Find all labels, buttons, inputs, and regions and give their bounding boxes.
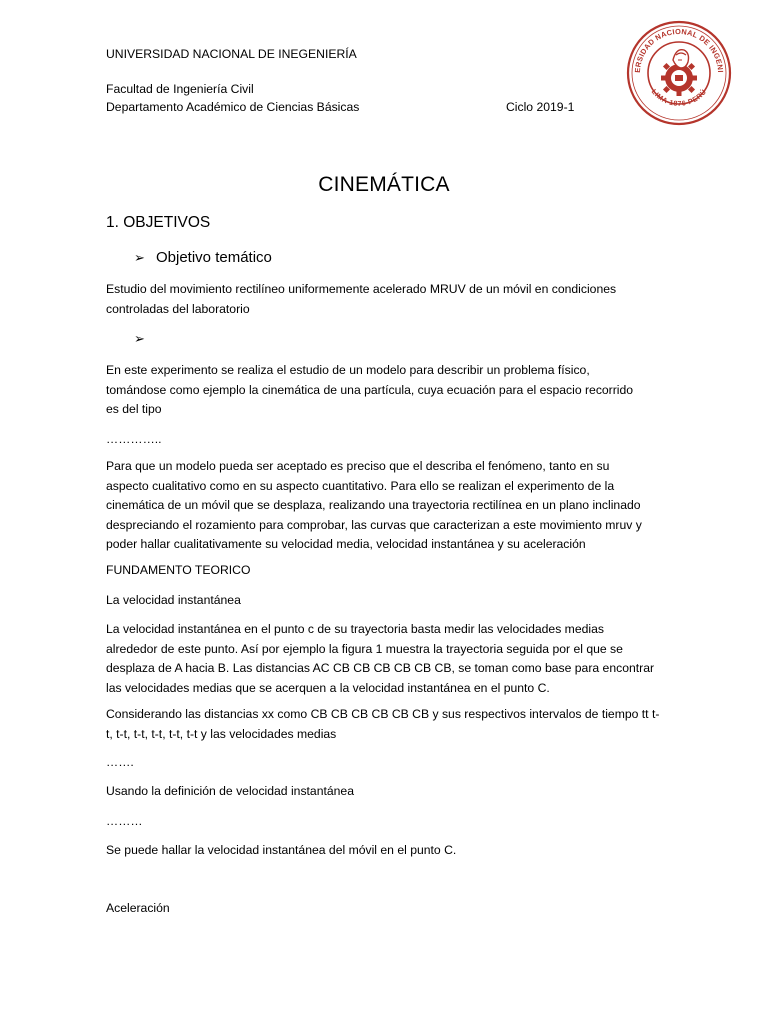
- text-line: las velocidades medias que se acerquen a la velocidad instantánea en el punto C.: [106, 680, 550, 695]
- text-line: cinemática de un móvil que se desplaza, realizando una trayectoria rectilínea en un plano inclinado: [106, 498, 641, 512]
- text-line: t, t-t, t-t, t-t, t-t, t-t y las velocidades medias: [106, 726, 337, 741]
- paragraph-model: [106, 457, 666, 555]
- heading-velocidad-instantanea: La velocidad instantánea: [106, 593, 241, 607]
- arrow-bullet-icon: ➢: [134, 331, 145, 346]
- seal-bottom-text: LIMA 1876 PERÚ: [649, 88, 709, 108]
- text-line: tomándose como ejemplo la cinemática de una partícula, cuya ecuación para el espacio recorrido: [106, 382, 634, 397]
- paragraph-experiment: [106, 361, 666, 420]
- text-definicion: Usando la definición de velocidad instantánea: [106, 784, 354, 798]
- heading-fundamento: FUNDAMENTO TEORICO: [106, 563, 251, 577]
- text-line: alrededor de este punto. Así por ejemplo la figura 1 muestra la trayectoria seguida por el que se: [106, 641, 623, 656]
- paragraph-distancias: [106, 705, 666, 744]
- department-name: Departamento Académico de Ciencias Básicas: [106, 100, 360, 114]
- text-line: La velocidad instantánea en el punto c de su trayectoria basta medir las velocidades medias: [106, 622, 604, 636]
- seal-ring-text: ERSIDAD NACIONAL DE INGENI: [632, 26, 726, 74]
- text-line: controladas del laboratorio: [106, 301, 250, 316]
- cycle-label: Ciclo 2019-1: [506, 100, 575, 114]
- ellipsis-1: …………..: [106, 432, 162, 446]
- text-line: despreciando el rozamiento para comprobar, las curvas que caracterizan a este movimiento mruv y: [106, 517, 642, 532]
- empty-bullet: [134, 328, 156, 350]
- heading-aceleracion: Aceleración: [106, 901, 170, 915]
- section-label: OBJETIVOS: [123, 214, 211, 231]
- text-line: Considerando las distancias xx como CB CB CB CB CB CB y sus respectivos intervalos de tiempo tt t-: [106, 707, 660, 721]
- university-name: UNIVERSIDAD NACIONAL DE INEGENIERÍA: [106, 47, 357, 61]
- university-seal: [626, 20, 732, 126]
- text-line: poder hallar cualitativamente su velocidad media, velocidad instantánea y su aceleración: [106, 537, 586, 551]
- paragraph-objective: [106, 280, 666, 319]
- ellipsis-3: ………: [106, 814, 143, 828]
- section-heading-objetivos: [106, 212, 210, 234]
- text-line: es del tipo: [106, 402, 162, 416]
- text-line: En este experimento se realiza el estudio de un modelo para describir un problema físico,: [106, 363, 590, 377]
- document-title: CINEMÁTICA: [318, 173, 450, 196]
- arrow-bullet-icon: ➢: [134, 250, 145, 265]
- section-number: 1.: [106, 214, 119, 231]
- text-line: Para que un modelo pueda ser aceptado es preciso que el describa el fenómeno, tanto en su: [106, 459, 610, 473]
- text-line: aspecto cualitativo como en su aspecto cuantitativo. Para ello se realizan el experimento de la: [106, 478, 615, 493]
- objective-label: Objetivo temático: [156, 249, 272, 266]
- ellipsis-2: …….: [106, 755, 134, 769]
- text-hallar: Se puede hallar la velocidad instantánea del móvil en el punto C.: [106, 843, 457, 857]
- text-line: Estudio del movimiento rectilíneo uniformemente acelerado MRUV de un móvil en condiciones: [106, 282, 617, 296]
- paragraph-velocidad: [106, 620, 666, 698]
- faculty-name: Facultad de Ingeniería Civil: [106, 82, 254, 96]
- objective-bullet: [134, 247, 272, 269]
- text-line: desplaza de A hacia B. Las distancias AC CB CB CB CB CB CB, se toman como base para encontrar: [106, 661, 655, 675]
